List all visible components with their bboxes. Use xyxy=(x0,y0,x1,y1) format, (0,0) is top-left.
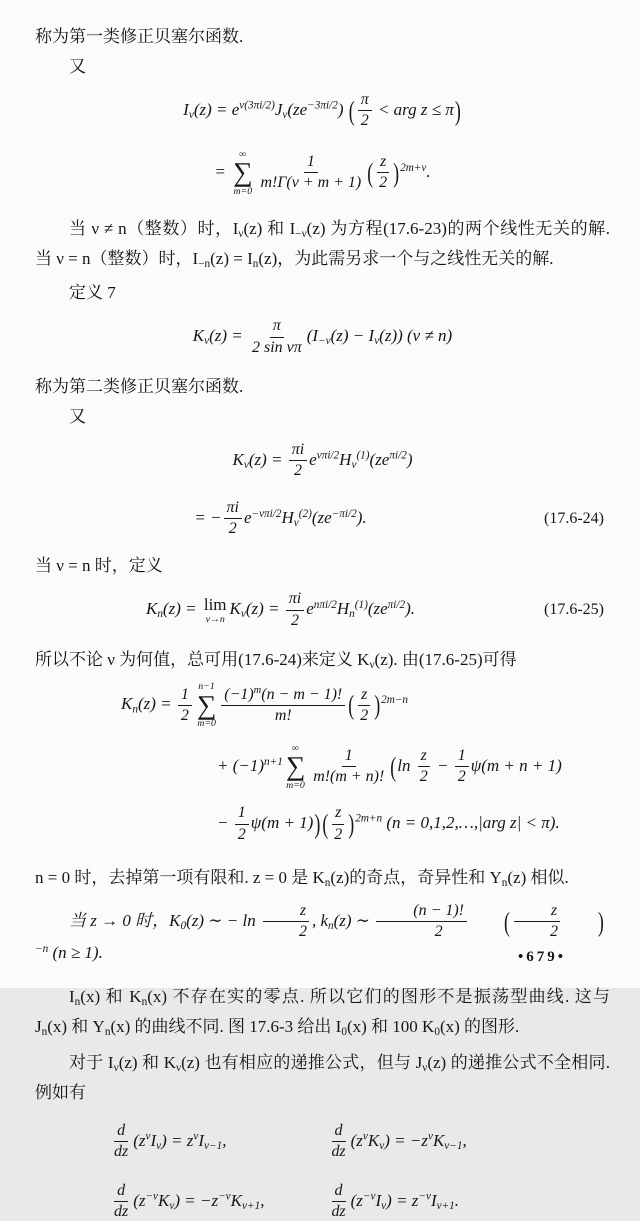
paragraph-when-v-equals-n: 当 ν = n 时，定义 xyxy=(35,556,163,576)
formula-Kv-definition: $K_\nu(z)$ = $\frac{\pi}{\text{2 sin νπ}}$ $(I_{-\nu}(z) - I_\nu(z)) (\nu \ne n)$ xyxy=(192,317,453,356)
paragraph-also-2: 又 xyxy=(69,406,86,426)
recurrence-formula-4: $\frac{d}{dz}$ $(z^{-\nu}I_\nu) = z^{-\nu}I_{\nu+1}$. xyxy=(331,1181,460,1221)
paragraph-Kv-any-value: 所以不论 ν 为何值，总可用(17.6-24)来定义 $K_\nu(z)$. 由(17.6-25)可得 xyxy=(35,650,517,672)
formula-Iv-series: = ∞ ∑ m=0 $\frac{1}{m!\Gamma(\nu + m + 1)}$ ( $\frac{z}{2}$ )$^{2m+\nu}$. xyxy=(214,148,431,197)
paragraph-n0-singularity: n = 0 时，去掉第一项有限和. z = 0 是 $K_n(z)$的奇点，奇异性和 $Y_n(z)$ 相似. xyxy=(35,867,569,890)
formula-Kn-series-line3: − $\frac{1}{2}$ ψ(m + 1)) ( $\frac{z}{2}$ )$^{2m+n}$ (n = 0,1,2,…,|arg z| < π). xyxy=(217,804,560,843)
paragraph-recurrence-intro: 对于 $I_\nu(z)$ 和 $K_\nu(z)$ 也有相应的递推公式，但与 $J_\nu(z)$ 的递推公式不全相同. 例如有 xyxy=(35,1052,610,1102)
equation-number-17-6-24: (17.6-24) xyxy=(544,509,604,527)
definition-7-heading: 定义 7 xyxy=(69,283,116,303)
recurrence-formulas-grid xyxy=(109,1118,610,1221)
equation-17-6-25 xyxy=(35,581,610,639)
formula-Kn-series-line1: $K_n(z)$ = $\frac{1}{2}$ n−1 ∑ m=0 $\frac{(-1)^m(n - m - 1)!}{m!}$ ( $\frac{z}{2}$ )$^{2m-n}$ xyxy=(121,681,409,730)
paragraph-no-real-zeros: $I_n(x)$ 和 $K_n(x)$ 不存在实的零点. 所以它们的图形不是振荡型曲线. 这与 $J_n(x)$ 和 $Y_n(x)$ 的曲线不同. 图 17.6-3 给出 $I_0(x)$ 和 100 $K_0(x)$ 的图形. xyxy=(35,986,610,1039)
formula-Kn-series-expansion xyxy=(121,675,610,859)
recurrence-formula-2: $\frac{d}{dz}$ $(z^\nu K_\nu) = -z^\nu K_{\nu-1}$, xyxy=(331,1121,467,1161)
formula-Kv-hankel-second: = − $\frac{\pi i}{2}$ $e^{-\nu\pi i/2}H_\nu^{(2)}(ze^{-\pi i/2})$. xyxy=(194,498,367,538)
recurrence-formula-3: $\frac{d}{dz}$ $(z^{-\nu}K_\nu) = -z^{-\nu}K_{\nu+1}$, xyxy=(114,1181,265,1221)
formula-Kn-series-line2: + $(-1)^{n+1}$ ∞ ∑ m=0 $\frac{1}{m!(m + n)!}$ (ln $\frac{z}{2}$ − $\frac{1}{2}$ ψ(m + n + 1) xyxy=(217,742,562,791)
formula-Kn-limit: $K_n(z)$ = lim ν→n $K_\nu(z)$ = $\frac{\pi i}{2}$ $e^{n\pi i/2}H_n^{(1)}(ze^{\pi i/2})$. xyxy=(145,590,416,629)
equation-17-6-24 xyxy=(35,490,610,548)
paragraph-also-1: 又 xyxy=(69,57,86,76)
page-number: •679• xyxy=(517,949,566,965)
paragraph-linear-independence: 当 ν ≠ n（整数）时，$I_\nu(z)$ 和 $I_{-\nu}(z)$ 为方程(17.6-23)的两个线性无关的解. 当 ν = n（整数）时，$I_{-n}(z) = I_n(z)$，为此需另求一个与之线性无关的解. xyxy=(35,219,610,271)
formula-Iv-definition: $I_\nu(z) = e^{\nu(3\pi i/2)}J_\nu(ze^{-3\pi i/2})$ ( $\frac{\pi}{2}$ < arg z ≤ π) xyxy=(183,91,461,130)
paragraph-second-kind-caption: 称为第二类修正贝塞尔函数. xyxy=(35,376,244,396)
paragraph-first-kind-caption: 称为第一类修正贝塞尔函数. xyxy=(35,27,244,46)
formula-asymptotic-z-to-0: 当 z → 0 时，$K_0(z)$ ∼ − ln $\frac{z}{2}$ , $k_n(z)$ ∼ $\frac{(n - 1)!}{2}$ ( $\frac{z}{2}$ )$^{-n}$ (n ≥ 1). xyxy=(35,901,604,962)
formula-Kv-hankel-first: $K_\nu(z)$ = $\frac{\pi i}{2}$ $e^{\nu\pi i/2}H_\nu^{(1)}(ze^{\pi i/2})$ xyxy=(232,440,413,480)
equation-number-17-6-25: (17.6-25) xyxy=(544,601,604,619)
recurrence-formula-1: $\frac{d}{dz}$ $(z^\nu I_\nu) = z^\nu I_{\nu-1}$, xyxy=(114,1121,227,1161)
